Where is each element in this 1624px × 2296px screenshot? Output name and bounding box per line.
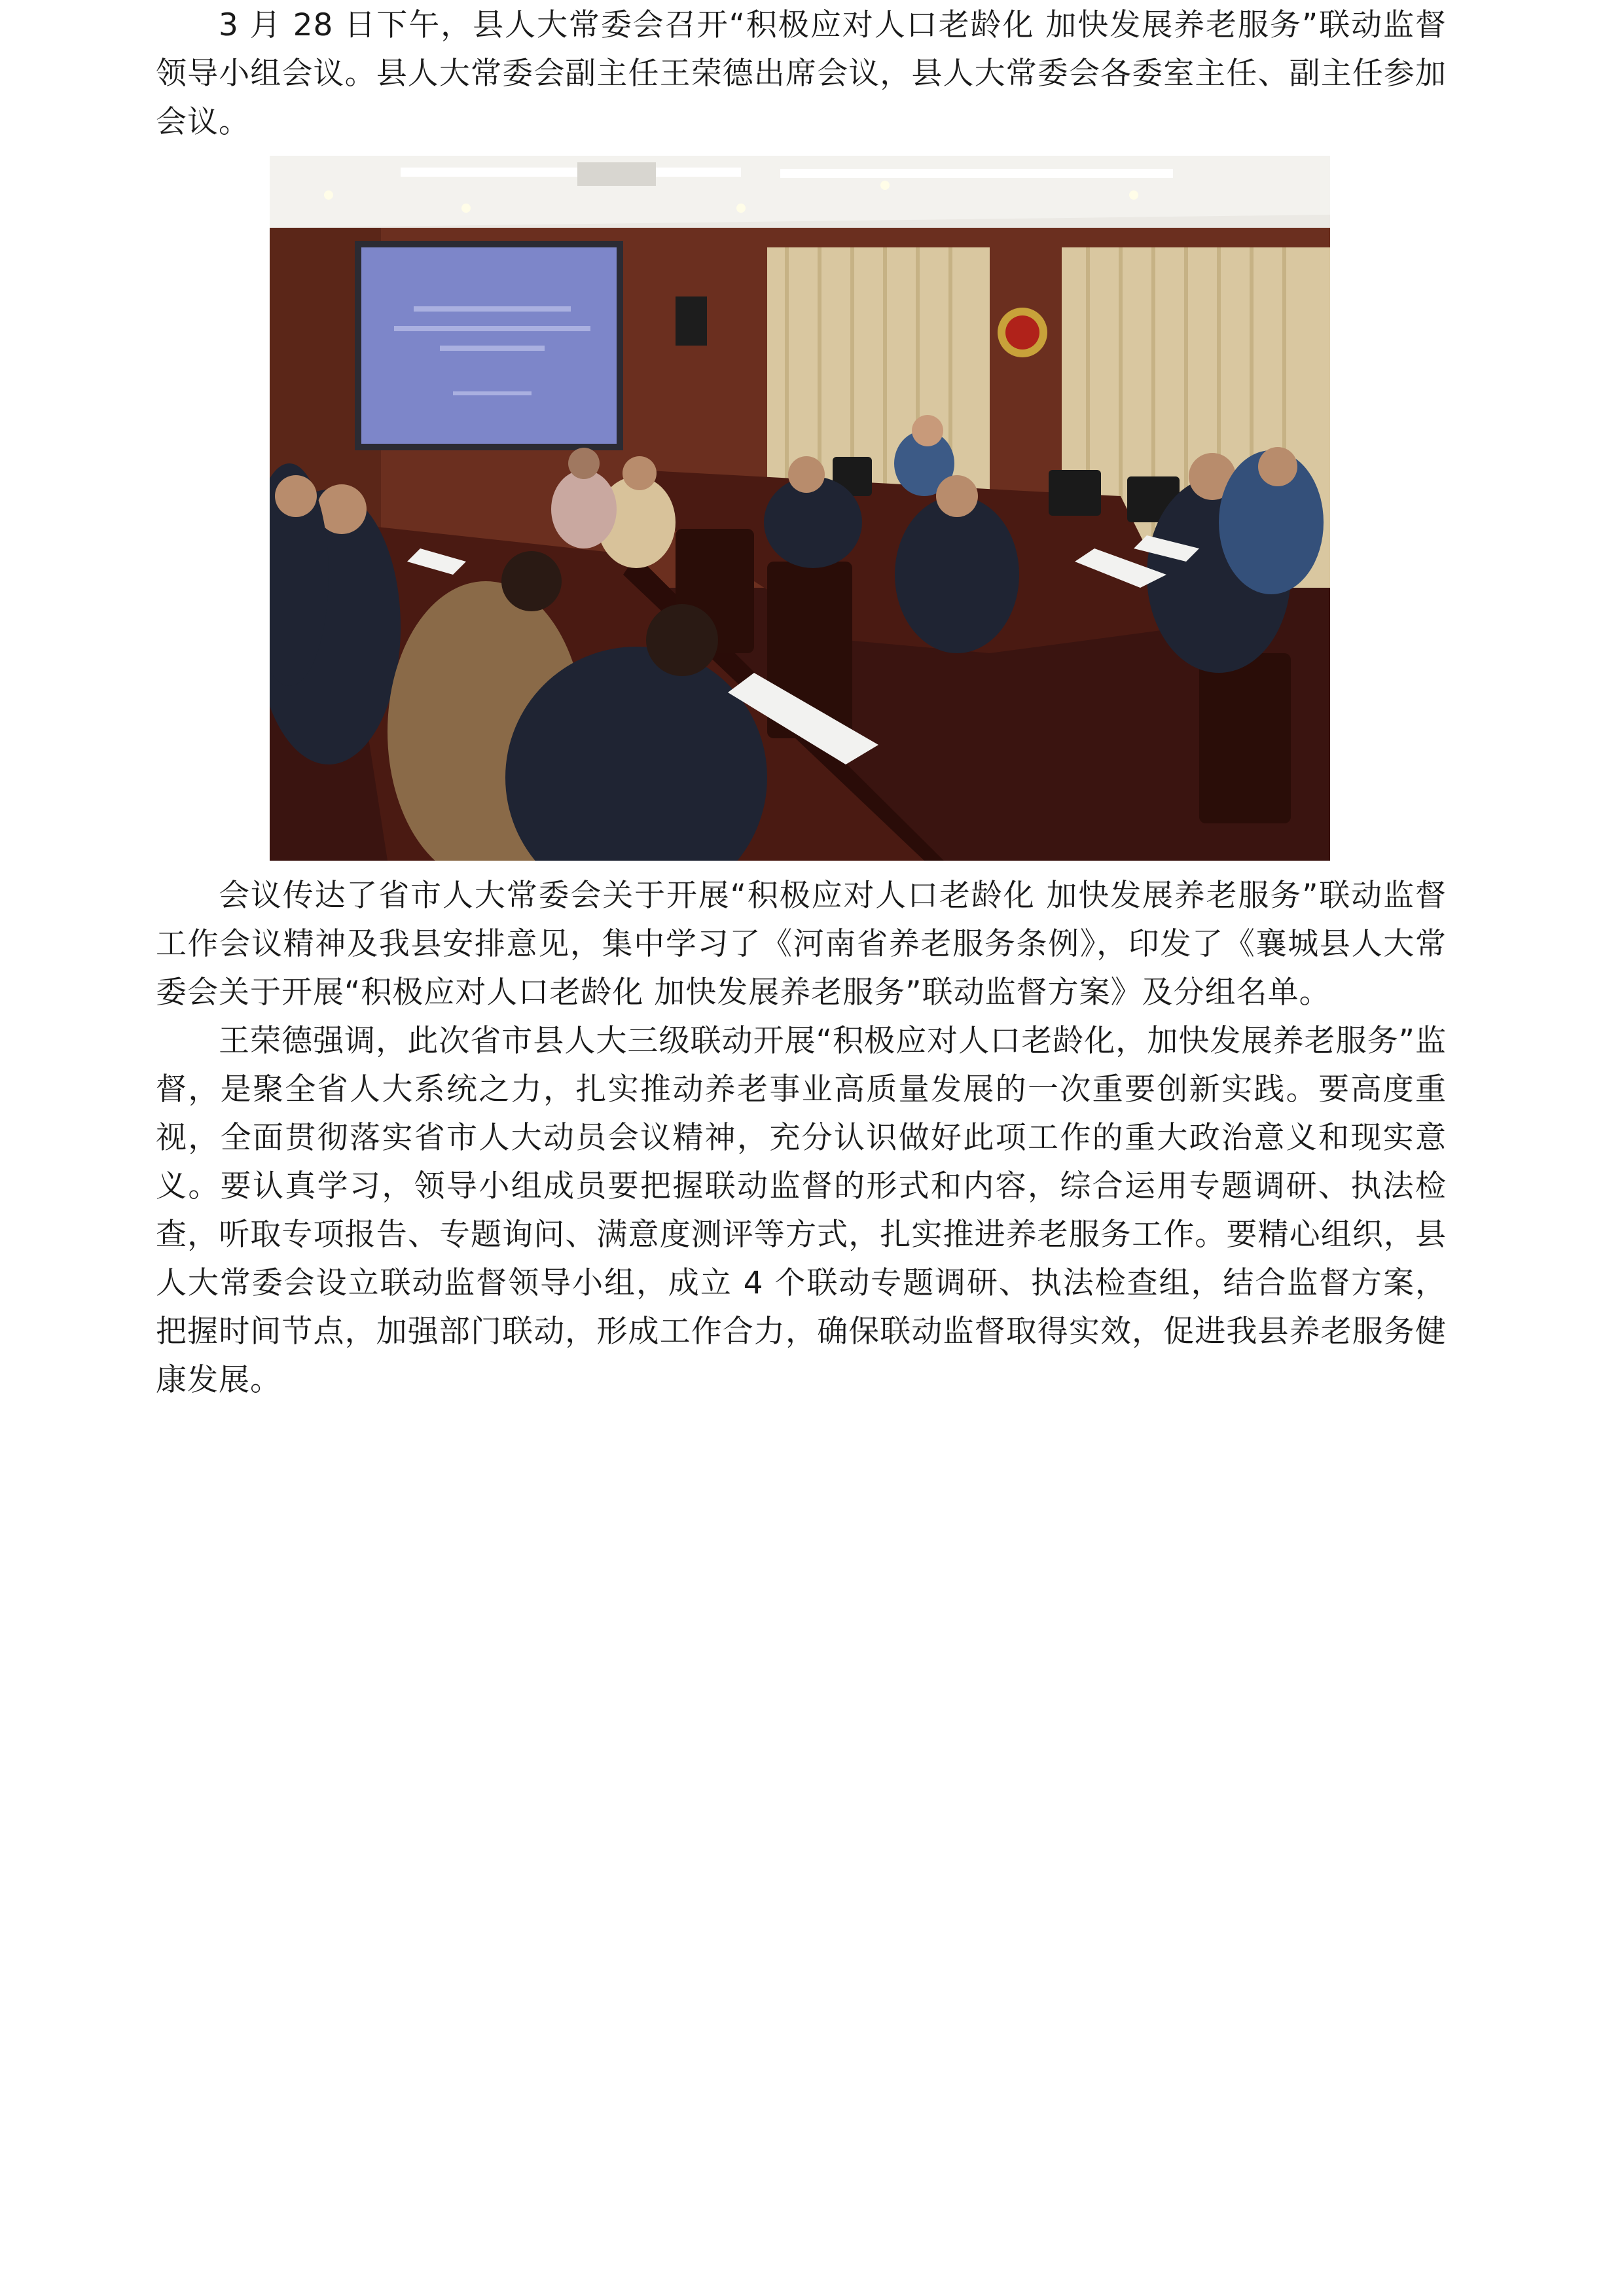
article-paragraph-2: 会议传达了省市人大常委会关于开展“积极应对人口老龄化 加快发展养老服务”联动监督工作会议精神及我县安排意见，集中学习了《河南省养老服务条例》，印发了《襄城县人大常委会关于开展“积极应对人口老龄化 加快发展养老服务”联动监督方案》及分组名单。 [156, 878, 1447, 1011]
article-paragraph-3: 王荣德强调，此次省市县人大三级联动开展“积极应对人口老龄化，加快发展养老服务”监督，是聚全省人大系统之力，扎实推动养老事业高质量发展的一次重要创新实践。要高度重视，全面贯彻落实省市人大动员会议精神，充分认识做好此项工作的重大政治意义和现实意义。要认真学习，领导小组成员要把握联动监督的形式和内容，综合运用专题调研、执法检查，听取专项报告、专题询问、满意度测评等方式，扎实推进养老服务工作。要精心组织，县人大常委会设立联动监督领导小组，成立 4 个联动专题调研、执法检查组，结合监督方案，把握时间节点，加强部门联动，形成工作合力，确保联动监督取得实效，促进我县养老服务健康发展。 [156, 1023, 1447, 1398]
article-paragraph-1: 3 月 28 日下午，县人大常委会召开“积极应对人口老龄化 加快发展养老服务”联动监督领导小组会议。县人大常委会副主任王荣德出席会议，县人大常委会各委室主任、副主任参加会议。 [156, 7, 1447, 140]
meeting-photo [270, 156, 1330, 861]
